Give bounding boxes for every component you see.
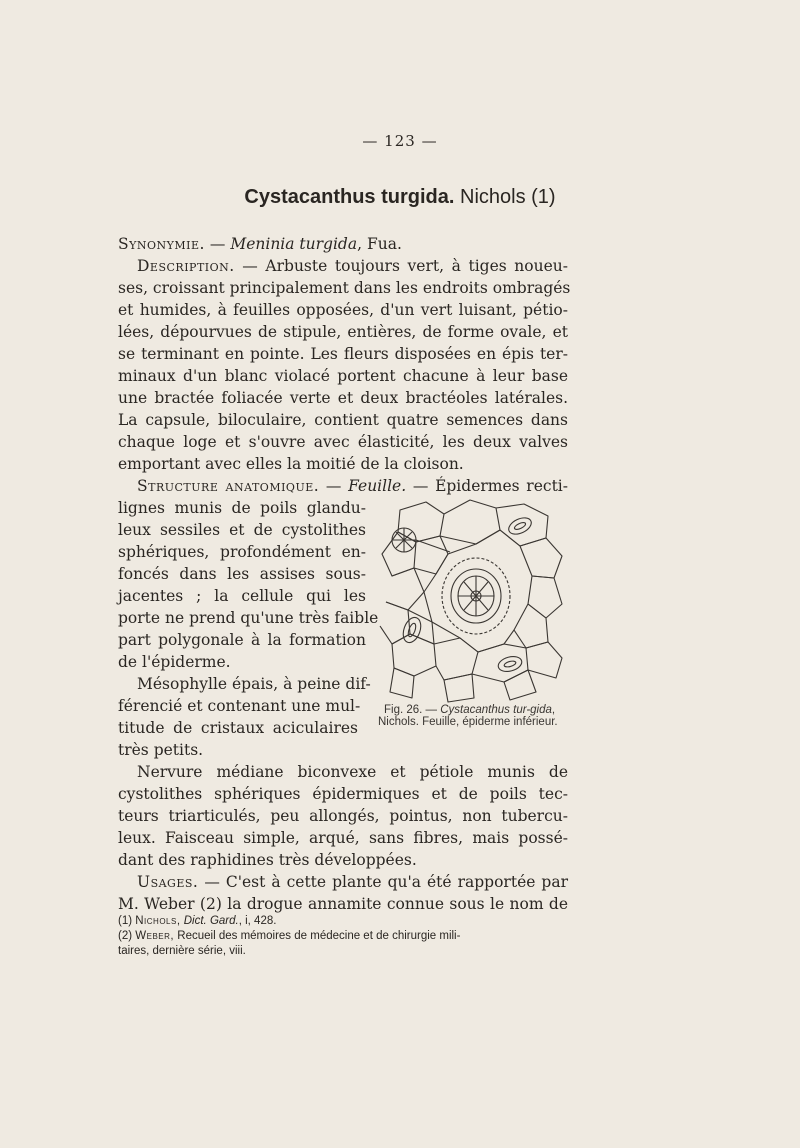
species-author: Nichols (1) <box>460 186 556 208</box>
usages-line: M. Weber (2) la drogue annamite connue sous le nom de <box>118 895 568 913</box>
structure-line: jacentes ; la cellule qui les <box>118 587 366 605</box>
description-line: La capsule, biloculaire, contient quatre semences dans <box>118 411 568 429</box>
description-line: une bractée foliacée verte et deux bractéoles latérales. <box>118 389 568 407</box>
usages-line: Usages. — C'est à cette plante qu'a été rapportée par <box>137 873 568 891</box>
synonymy-line: Synonymie. — Meninia turgida, Fua. <box>118 235 402 253</box>
nervure-line: cystolithes sphériques épidermiques et de poils tec- <box>118 785 568 803</box>
description-line: chaque loge et s'ouvre avec élasticité, les deux valves <box>118 433 568 451</box>
structure-line: leux sessiles et de cystolithes <box>118 521 366 539</box>
nervure-line: Nervure médiane biconvexe et pétiole munis de <box>137 763 568 781</box>
mesophyll-line: férencié et contenant une mul- <box>118 697 361 715</box>
nervure-line: dant des raphidines très développées. <box>118 851 417 869</box>
usages-label: Usages. <box>137 873 199 891</box>
mesophyll-line: Mésophylle épais, à peine dif- <box>137 675 371 693</box>
species-heading <box>0 186 800 209</box>
synonymy-label: Synonymie. <box>118 235 205 253</box>
description-label: Description. <box>137 257 235 275</box>
page-number: — 123 — <box>362 132 438 150</box>
footnote: (2) Weber, Recueil des mémoires de médecine et de chirurgie mili- <box>118 930 461 942</box>
description-line: et humides, à feuilles opposées, d'un vert luisant, pétio- <box>118 301 568 319</box>
footnote: (1) Nichols, Dict. Gard., i, 428. <box>118 915 277 927</box>
structure-label: Structure anatomique. <box>137 477 320 495</box>
mesophyll-line: très petits. <box>118 741 204 759</box>
structure-line: porte ne prend qu'une très faible <box>118 609 379 627</box>
structure-line: sphériques, profondément en- <box>118 543 366 561</box>
structure-line: foncés dans les assises sous- <box>118 565 366 583</box>
structure-line: Structure anatomique. — Feuille. — Épidermes recti- <box>137 477 568 495</box>
species-name: Cystacanthus turgida. <box>244 186 455 208</box>
feuille-label: Feuille. <box>348 477 407 495</box>
description-line: se terminant en pointe. Les fleurs disposées en épis ter- <box>118 345 568 363</box>
description-line: ses, croissant principalement dans les endroits ombragés <box>118 279 571 297</box>
structure-line: part polygonale à la formation <box>118 631 366 649</box>
mesophyll-line: titude de cristaux aciculaires <box>118 719 358 737</box>
description-line: minaux d'un blanc violacé portent chacune à leur base <box>118 367 568 385</box>
description-line: Description. — Arbuste toujours vert, à tiges noueu- <box>137 257 568 275</box>
nervure-line: teurs triarticulés, peu allongés, pointus, non tubercu- <box>118 807 568 825</box>
synonymy-name: Meninia turgida <box>230 235 358 253</box>
epidermis-figure <box>378 492 568 706</box>
description-line: lées, dépourvues de stipule, entières, de forme ovale, et <box>118 323 568 341</box>
structure-line: de l'épiderme. <box>118 653 231 671</box>
description-line: emportant avec elles la moitié de la cloison. <box>118 455 464 473</box>
footnote-continuation: taires, dernière série, viii. <box>118 945 246 957</box>
nervure-line: leux. Faisceau simple, arqué, sans fibres, mais possé- <box>118 829 568 847</box>
structure-line: lignes munis de poils glandu- <box>118 499 366 517</box>
figure-caption: Fig. 26. — Cystacanthus tur-gida, Nichols. Feuille, épiderme inférieur. <box>378 704 558 728</box>
